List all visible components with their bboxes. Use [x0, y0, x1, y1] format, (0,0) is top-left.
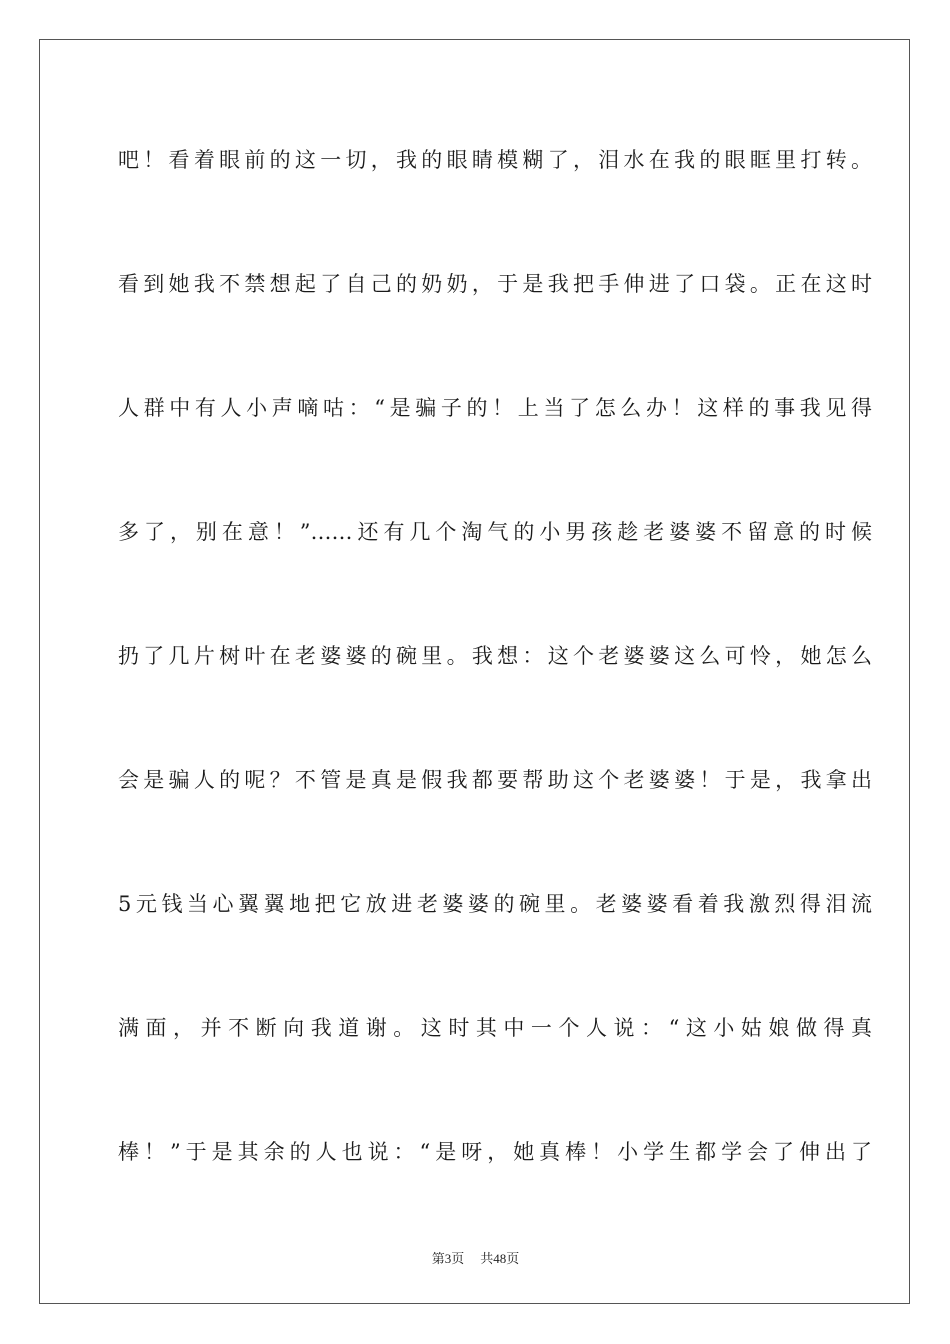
text-line-9: 棒！”于是其余的人也说：“是呀，她真棒！小学生都学会了伸出了 — [118, 1140, 872, 1164]
document-body — [118, 130, 872, 1246]
text-line-2: 看到她我不禁想起了自己的奶奶，于是我把手伸进了口袋。正在这时 — [118, 272, 872, 296]
page-frame — [39, 39, 910, 1304]
text-line-6: 会是骗人的呢？不管是真是假我都要帮助这个老婆婆！于是，我拿出 — [118, 768, 872, 792]
page-total: 共48页 — [480, 1251, 520, 1266]
page-number: 第3页 — [431, 1251, 465, 1266]
text-line-7: 5元钱当心翼翼地把它放进老婆婆的碗里。老婆婆看着我激烈得泪流 — [118, 892, 872, 916]
text-line-1: 吧！看着眼前的这一切，我的眼睛模糊了，泪水在我的眼眶里打转。 — [118, 148, 872, 172]
text-line-8: 满面，并不断向我道谢。这时其中一个人说：“这小姑娘做得真 — [118, 1016, 872, 1040]
text-line-3: 人群中有人小声嘀咕：“是骗子的！上当了怎么办！这样的事我见得 — [118, 396, 872, 420]
text-line-5: 扔了几片树叶在老婆婆的碗里。我想：这个老婆婆这么可怜，她怎么 — [118, 644, 872, 668]
text-line-4: 多了，别在意！”……还有几个淘气的小男孩趁老婆婆不留意的时候 — [118, 520, 872, 544]
page-footer — [40, 1248, 911, 1267]
